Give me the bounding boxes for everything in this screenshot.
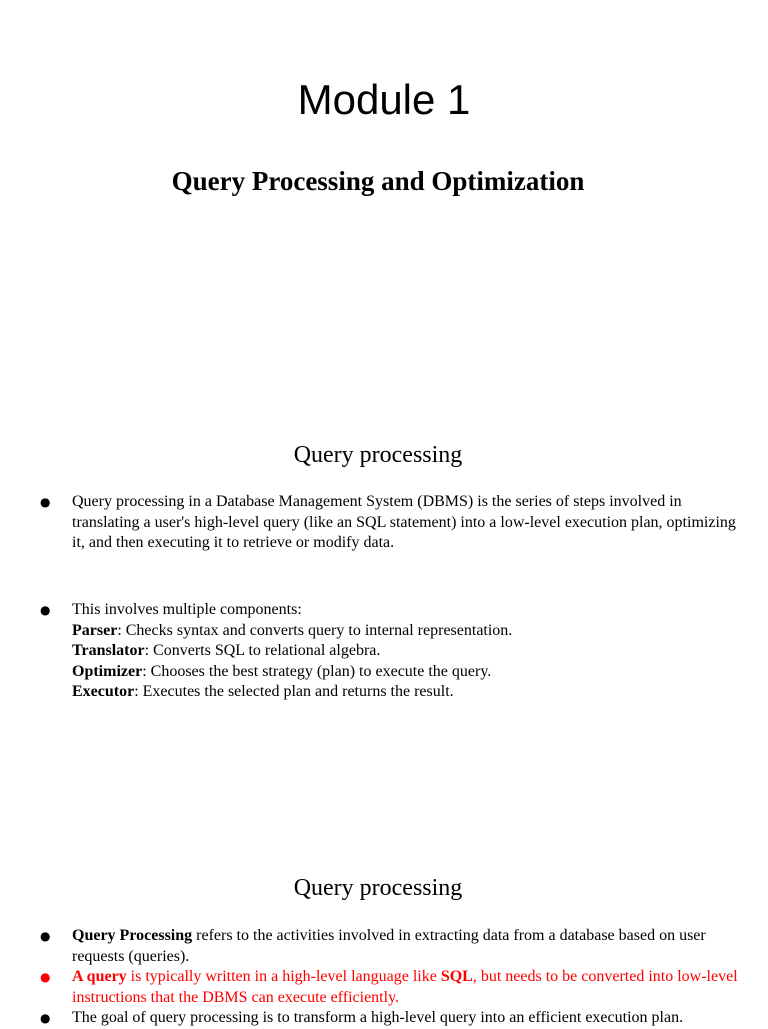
bullet-text bbox=[72, 967, 740, 1008]
component-parser bbox=[72, 621, 740, 642]
component-translator bbox=[72, 641, 740, 662]
list-item bbox=[40, 600, 740, 703]
bullet-term: Query Processing bbox=[72, 927, 193, 944]
section1-bullet-list bbox=[40, 492, 740, 554]
bullet-icon: ● bbox=[40, 603, 51, 617]
section1-components-list bbox=[40, 600, 740, 703]
component-desc: : Chooses the best strategy (plan) to execute the query. bbox=[142, 662, 492, 680]
list-item bbox=[40, 1008, 740, 1029]
bullet-text: Query processing in a Database Management System (DBMS) is the series of steps involved in translating a user's high-level query (like an SQL statement) into a low-level execution plan, optimizing it, and then executing it to retrieve or modify data. bbox=[72, 493, 736, 551]
component-term: Parser bbox=[72, 621, 118, 639]
bullet-text: The goal of query processing is to transform a high-level query into an efficient execution plan. bbox=[72, 1009, 684, 1026]
section-heading-1: Query processing bbox=[293, 442, 463, 468]
bullet-term: A query bbox=[72, 968, 127, 985]
components-intro: This involves multiple components: bbox=[72, 601, 302, 618]
list-item bbox=[40, 926, 740, 967]
bullet-desc: is typically written in a high-level language like bbox=[126, 968, 441, 985]
component-executor bbox=[72, 682, 740, 703]
bullet-desc: refers to the activities involved in extracting data from a database based on user requests (queries). bbox=[72, 927, 706, 965]
bullet-term-sql: SQL bbox=[440, 968, 473, 985]
component-desc: : Executes the selected plan and returns the result. bbox=[134, 683, 454, 700]
component-desc: : Checks syntax and converts query to internal representation. bbox=[117, 621, 513, 639]
bullet-icon: ● bbox=[40, 495, 51, 509]
component-desc: : Converts SQL to relational algebra. bbox=[144, 642, 381, 659]
list-item-highlighted bbox=[40, 967, 740, 1008]
document-subtitle: Query Processing and Optimization bbox=[171, 166, 585, 196]
component-term: Optimizer bbox=[72, 662, 143, 680]
component-term: Translator bbox=[72, 642, 145, 659]
section2-bullet-list bbox=[40, 926, 740, 1029]
bullet-icon: ● bbox=[40, 1011, 51, 1025]
bullet-desc: , but needs to be converted into low-level instructions that the DBMS can execute efficiently. bbox=[72, 968, 738, 1006]
bullet-text bbox=[72, 926, 740, 967]
component-term: Executor bbox=[72, 683, 135, 700]
component-optimizer bbox=[72, 662, 740, 683]
list-item bbox=[40, 492, 740, 554]
bullet-icon: ● bbox=[40, 970, 51, 984]
module-title: Module 1 bbox=[297, 76, 471, 123]
bullet-icon: ● bbox=[40, 929, 51, 943]
section-heading-2: Query processing bbox=[293, 875, 463, 901]
